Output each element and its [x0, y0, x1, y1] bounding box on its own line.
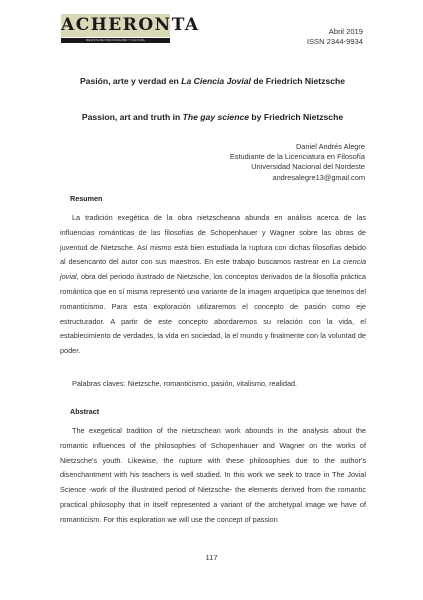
issn: ISSN 2344-9934: [306, 37, 363, 46]
title-spanish: [60, 72, 365, 91]
title-spanish-start: Pasión, arte y verdad en: [79, 76, 182, 86]
logo-tagline: REVISTA DE PSICOANÁLISIS Y CULTURA: [61, 38, 170, 43]
title-spanish-work: La Ciencia Jovial: [181, 76, 251, 86]
resumen-paragraph: [60, 211, 366, 359]
abstract-paragraph: [60, 424, 366, 528]
page-number: 117: [205, 553, 218, 562]
title-english: [60, 111, 365, 123]
title-spanish-end: de Friedrich Nietzsche: [250, 76, 346, 86]
abstract-text: The exegetical tradition of the nietzschean work abounds in the analysis about the romantic influences of the philosophies of Schopenhauer and Wagner on the works of Nietzsche's youth. Likewise, the rupture with these philosophies due to the author's disenchantment with his teachers is well studied. In this work we seek to trace in The Jovial Science -work of the illustrated period of Nietzsche- the elements derived from the romantic practical philosophy that in itself represented a variant of the archetypal image we have of romanticism. For this exploration we will use the concept of passion: [60, 426, 366, 524]
journal-logo: [61, 14, 200, 44]
title-english-work: The gay science: [182, 112, 250, 122]
author-block: [230, 142, 365, 183]
resumen-italic-work: La ciencia jovial: [60, 257, 366, 282]
title-english-end: by Friedrich Nietzsche: [249, 112, 344, 122]
author-role: Estudiante de la Licenciatura en Filosofía: [229, 152, 365, 162]
keywords-line: Palabras claves: Nietzsche, romanticismo, pasión, vitalismo, realidad.: [72, 379, 298, 388]
author-institution: Universidad Nacional del Nordeste: [251, 162, 365, 172]
resumen-text-end: , obra del periodo ilustrado de Nietzsche, los conceptos derivados de la filosofía práctica romántica que en sí misma representó una variante de la imagen arquetípica que tenemos del romanticismo. Para esta exploración utilizaremos el concepto de pasión como eje estructurador. A partir de este concepto abordaremos su relación con la vida, el establecimiento de verdades, la vida en sociedad, la el mundo y finalmente con la voluntad de poder.: [60, 272, 366, 356]
abstract-heading: Abstract: [70, 407, 100, 416]
issue-info: [307, 27, 363, 47]
title-english-start: Passion, art and truth in: [81, 112, 183, 122]
resumen-text-start: La tradición exegética de la obra nietzscheana abunda en análisis acerca de las influencias románticas de las filosofías de Schopenhauer y Wagner sobre las obras de juventud de Nietzsche. Así mismo está bien estudiada la ruptura con dichas filosofías debido al desencanto del autor con sus maestros. En este trabajo buscamos rastrear en: [60, 213, 366, 267]
author-name: Daniel Andrés Alegre: [295, 142, 365, 151]
issue-date: Abril 2019: [328, 27, 363, 36]
author-email[interactable]: andresalegre13@gmail.com: [272, 172, 365, 182]
logo-wordmark: ACHERONTA: [61, 15, 200, 35]
resumen-heading: Resumen: [70, 194, 103, 203]
